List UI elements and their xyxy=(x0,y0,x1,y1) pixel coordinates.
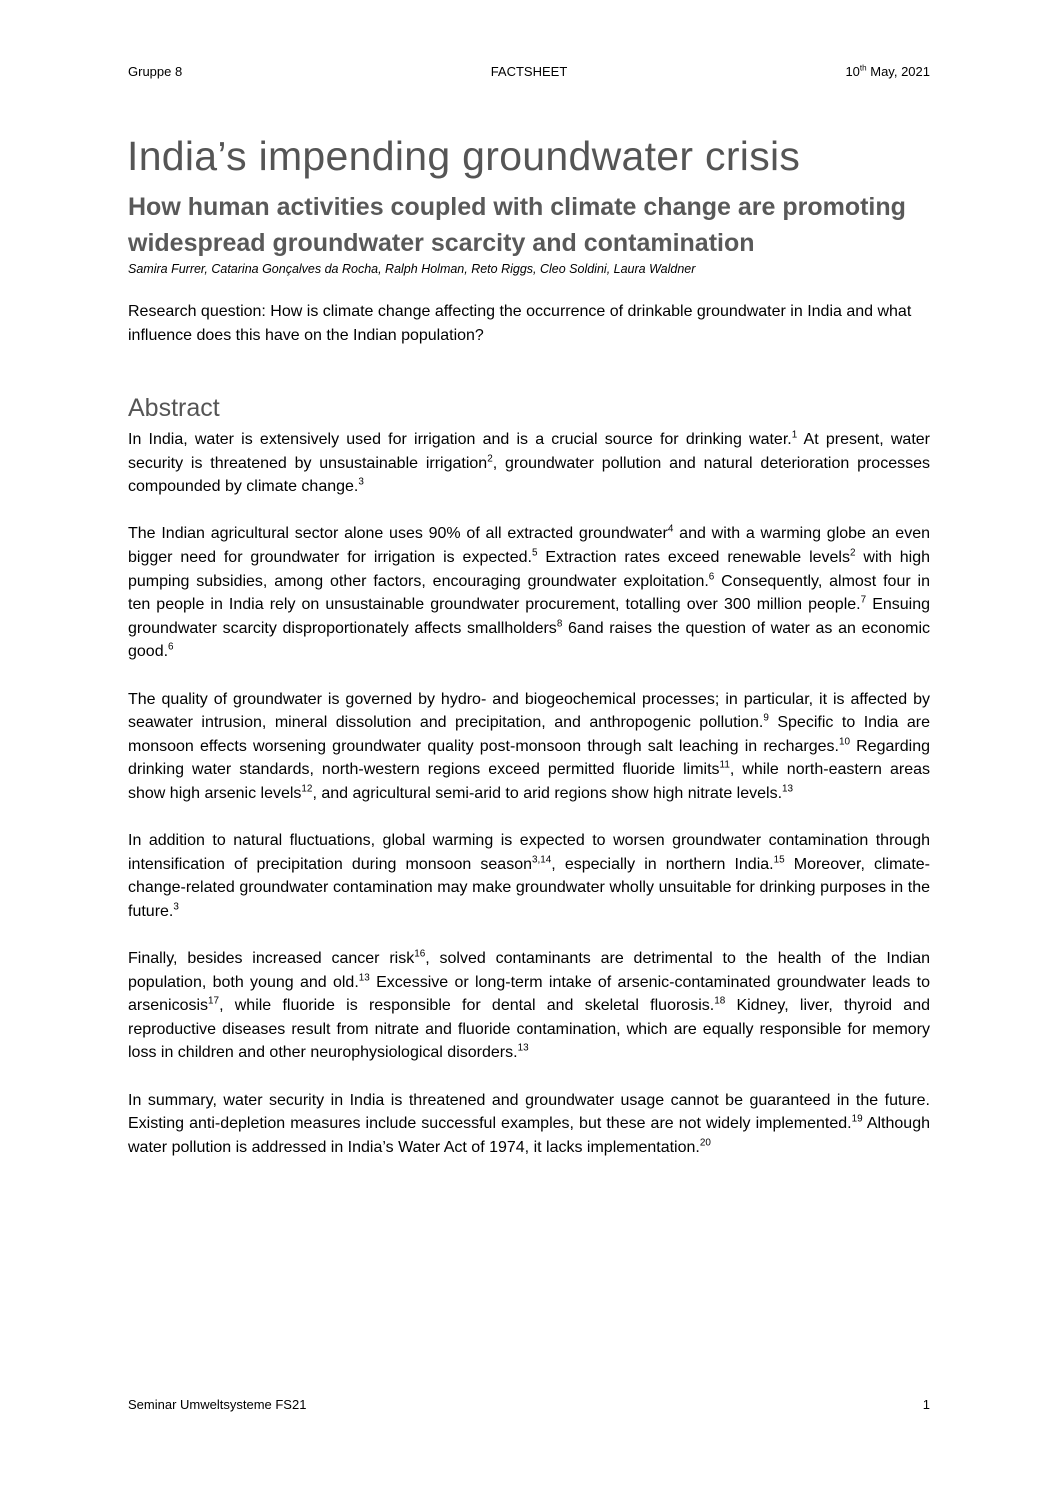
paragraph-text: In summary, water security in India is threatened and groundwater usage cannot be guaranteed in the future. Existing anti-depletion measures include successful examples, but these are not widely implemented. xyxy=(128,1091,930,1133)
footer-course-label: Seminar Umweltsysteme FS21 xyxy=(128,1397,307,1412)
citation-superscript: 11 xyxy=(719,759,730,771)
citation-superscript: 20 xyxy=(699,1137,711,1149)
paragraph-text: , and agricultural semi-arid to arid regions show high nitrate levels. xyxy=(312,784,783,802)
citation-superscript: 16 xyxy=(414,948,426,960)
citation-superscript: 9 xyxy=(763,712,769,724)
citation-superscript: 3 xyxy=(358,476,364,488)
paragraph-text: , groundwater pollution and natural deterioration processes compounded by climate change. xyxy=(128,454,930,496)
paragraph-text: Consequently, almost four in ten people in India rely on unsustainable groundwater procurement, totalling over 300 million people. xyxy=(128,572,930,614)
abstract-paragraph xyxy=(128,522,930,664)
paragraph-text: Moreover, climate-change-related groundwater contamination may make groundwater wholly unsuitable for drinking purposes in the future. xyxy=(128,855,931,920)
citation-superscript: 17 xyxy=(208,995,220,1007)
citation-superscript: 8 xyxy=(556,618,563,630)
abstract-paragraph xyxy=(128,947,930,1065)
document-subtitle: How human activities coupled with climate change are promoting widespread groundwater scarcity and contamination xyxy=(128,193,906,257)
paragraph-text: and with a warming globe an even bigger need for groundwater for irrigation is expected. xyxy=(128,525,930,566)
paragraph-text: Specific to India are monsoon effects worsening groundwater quality post-monsoon through salt leaching in recharges. xyxy=(128,714,930,755)
paragraph-text: Extraction rates exceed renewable levels xyxy=(537,548,850,566)
abstract-paragraph xyxy=(128,1089,930,1160)
citation-superscript: 3,14 xyxy=(532,854,552,866)
citation-superscript: 12 xyxy=(301,783,313,795)
abstract-paragraph xyxy=(128,428,930,499)
citation-superscript: 6 xyxy=(708,571,715,583)
paragraph-text: , while fluoride is responsible for dental and skeletal fluorosis. xyxy=(219,997,715,1015)
citation-superscript: 13 xyxy=(358,972,370,984)
header-doc-type: FACTSHEET xyxy=(490,64,568,79)
page-number: 1 xyxy=(922,1397,930,1412)
citation-superscript: 5 xyxy=(531,547,538,559)
paragraph-text: At present, water security is threatened by unsustainable irrigation xyxy=(128,431,931,472)
abstract-paragraph xyxy=(128,829,930,923)
document-title: India’s impending groundwater crisis xyxy=(127,133,801,179)
paragraph-text: Finally, besides increased cancer risk xyxy=(128,950,415,968)
abstract-heading: Abstract xyxy=(128,394,220,422)
header-date: 10th May, 2021 xyxy=(845,63,930,79)
paragraph-text: In addition to natural fluctuations, global warming is expected to worsen groundwater contamination through intensification of precipitation during monsoon season xyxy=(128,832,930,873)
abstract-body xyxy=(128,428,930,1183)
paragraph-text: 6and raises the question of water as an economic good. xyxy=(128,619,931,661)
citation-superscript: 4 xyxy=(667,524,674,536)
paragraph-text: The quality of groundwater is governed by hydro- and biogeochemical processes; in particular, it is affected by seawater intrusion, mineral dissolution and precipitation, and anthropogenic pollution. xyxy=(128,690,930,732)
citation-superscript: 3 xyxy=(173,901,179,913)
citation-superscript: 6 xyxy=(168,642,174,654)
abstract-paragraph xyxy=(128,688,930,806)
citation-superscript: 15 xyxy=(773,854,785,866)
paragraph-text: , while north-eastern areas show high arsenic levels xyxy=(128,761,930,802)
citation-superscript: 19 xyxy=(851,1113,863,1125)
paragraph-text: , especially in northern India. xyxy=(551,855,774,873)
citation-superscript: 10 xyxy=(838,736,850,748)
citation-superscript: 13 xyxy=(517,1043,529,1055)
paragraph-text: , solved contaminants are detrimental to the health of the Indian population, both young and old. xyxy=(128,950,931,991)
citation-superscript: 1 xyxy=(791,429,798,441)
paragraph-text: Excessive or long-term intake of arsenic-contaminated groundwater leads to arsenicosis xyxy=(128,973,931,1015)
citation-superscript: 18 xyxy=(714,995,726,1007)
research-question: Research question: How is climate change affecting the occurrence of drinkable groundwater in India and what influence does this have on the Indian population? xyxy=(128,303,912,344)
paragraph-text: Kidney, liver, thyroid and reproductive diseases result from nitrate and fluoride contamination, which are equally responsible for memory loss in children and other neurophysiological disorders. xyxy=(128,997,931,1062)
paragraph-text: Although water pollution is addressed in India’s Water Act of 1974, it lacks implementation. xyxy=(128,1115,930,1156)
citation-superscript: 2 xyxy=(487,453,493,465)
citation-superscript: 2 xyxy=(849,547,856,559)
paragraph-text: The Indian agricultural sector alone uses 90% of all extracted groundwater xyxy=(128,525,668,543)
citation-superscript: 13 xyxy=(782,783,794,795)
paragraph-text: Ensuing groundwater scarcity disproportionately affects smallholders xyxy=(128,596,931,637)
author-list: Samira Furrer, Catarina Gonçalves da Rocha, Ralph Holman, Reto Riggs, Cleo Soldini, Laura Waldner xyxy=(128,262,696,276)
paragraph-text: with high pumping subsidies, among other factors, encouraging groundwater exploitation. xyxy=(128,548,930,590)
header-group-label: Gruppe 8 xyxy=(128,64,183,79)
citation-superscript: 7 xyxy=(860,594,867,606)
paragraph-text: Regarding drinking water standards, north-western regions exceed permitted fluoride limits xyxy=(128,737,930,779)
paragraph-text: In India, water is extensively used for irrigation and is a crucial source for drinking water. xyxy=(128,431,792,448)
